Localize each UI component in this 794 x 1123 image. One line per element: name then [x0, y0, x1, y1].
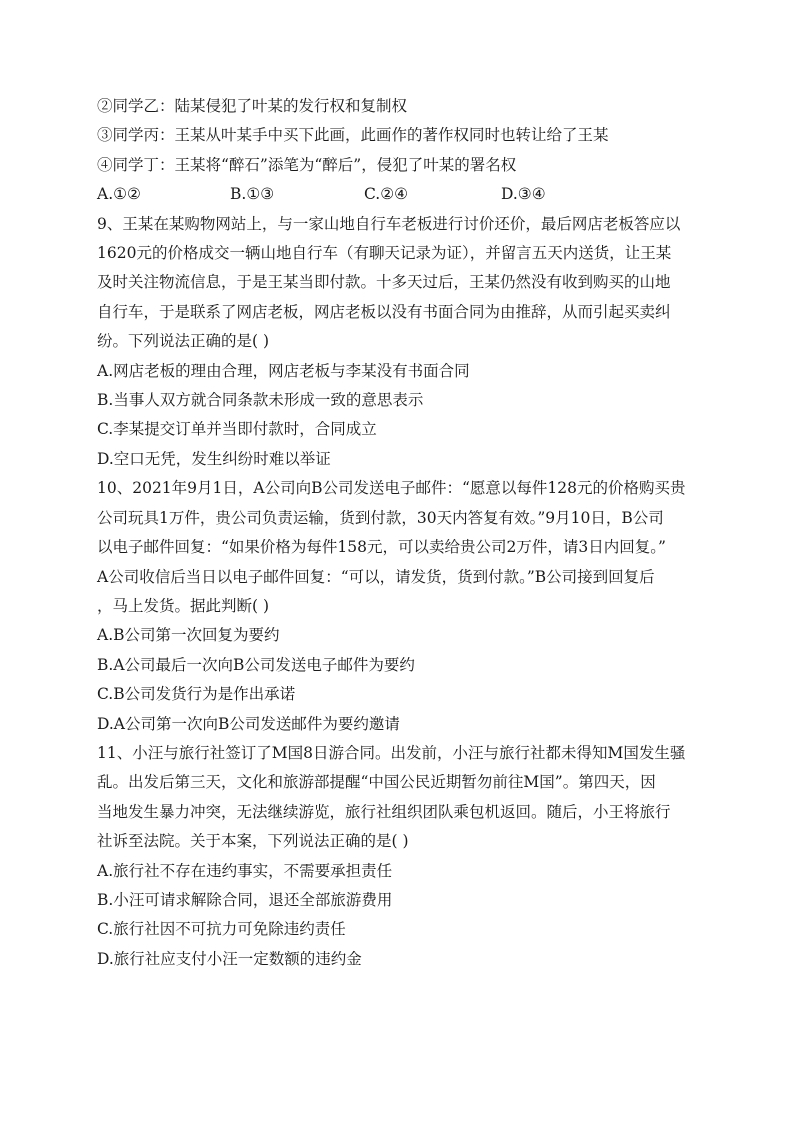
q8-option-b: B.①③ — [230, 185, 275, 204]
q10-stem-line: A公司收信后当日以电子邮件回复：“可以，请发货，货到付款。”B公司接到回复后 — [97, 567, 655, 586]
question-9 — [97, 210, 705, 475]
q10-stem-line: 10、2021年9月1日，A公司向B公司发送电子邮件：“愿意以每件128元的价格购买贵 — [97, 479, 686, 498]
q11-option-b: B.小汪可请求解除合同，退还全部旅游费用 — [97, 890, 393, 909]
q8-option-c: C.②④ — [364, 185, 409, 204]
q11-stem-line: 11、小汪与旅行社签订了M国8日游合同。出发前，小汪与旅行社都未得知M国发生骚 — [97, 743, 686, 762]
q8-statement-4: ④同学丁：王某将“醉石”添笔为“醉后”，侵犯了叶某的署名权 — [97, 155, 517, 174]
q8-statement-2: ②同学乙：陆某侵犯了叶某的发行权和复制权 — [97, 97, 408, 115]
q9-option-b: B.当事人双方就合同条款未形成一致的意思表示 — [97, 391, 424, 410]
q9-stem-line: 1620元的价格成交一辆山地自行车（有聊天记录为证），并留言五天内送货，让王某 — [97, 244, 672, 263]
q10-option-d: D.A公司第一次向B公司发送邮件为要约邀请 — [97, 714, 400, 733]
question-10 — [97, 474, 705, 739]
q10-stem-line: 公司玩具1万件，贵公司负责运输，货到付款，30天内答复有效。”9月10日，B公司 — [97, 508, 664, 527]
q10-option-a: A.B公司第一次回复为要约 — [97, 626, 280, 645]
q11-stem-line: 社诉至法院。关于本案，下列说法正确的是( ) — [97, 832, 409, 851]
q10-stem-line: 以电子邮件回复：“如果价格为每件158元，可以卖给贵公司2万件，请3日内回复。” — [97, 538, 666, 557]
q9-stem-line: 及时关注物流信息，于是王某当即付款。十多天过后，王某仍然没有收到购买的山地 — [97, 273, 671, 292]
q9-option-d: D.空口无凭，发生纠纷时难以举证 — [97, 449, 331, 468]
q8-option-a: A.①② — [97, 185, 141, 204]
q10-stem-line: ，马上发货。据此判断( ) — [97, 596, 270, 615]
q9-option-a: A.网店老板的理由合理，网店老板与李某没有书面合同 — [97, 361, 470, 380]
q11-stem-line: 乱。出发后第三天，文化和旅游部提醒“中国公民近期暂勿前往M国”。第四天，因 — [97, 773, 656, 792]
question-content — [97, 92, 705, 974]
q10-option-c: C.B公司发货行为是作出承诺 — [97, 685, 296, 704]
q8-option-d: D.③④ — [501, 185, 546, 204]
q8-statements — [97, 92, 705, 180]
q9-stem-line: 自行车，于是联系了网店老板，网店老板以没有书面合同为由推辞，从而引起买卖纠 — [97, 302, 671, 321]
q10-option-b: B.A公司最后一次向B公司发送电子邮件为要约 — [97, 655, 415, 674]
q11-stem-line: 当地发生暴力冲突，无法继续游览，旅行社组织团队乘包机返回。随后，小王将旅行 — [97, 802, 671, 821]
q8-options — [97, 180, 705, 209]
q11-option-c: C.旅行社因不可抗力可免除违约责任 — [97, 920, 346, 939]
q11-option-a: A.旅行社不存在违约事实，不需要承担责任 — [97, 861, 393, 880]
q8-statement-3: ③同学丙：王某从叶某手中买下此画，此画作的著作权同时也转让给了王某 — [97, 126, 609, 145]
question-11 — [97, 739, 705, 974]
q9-stem-line: 纷。下列说法正确的是( ) — [97, 332, 270, 351]
q11-option-d: D.旅行社应支付小汪一定数额的违约金 — [97, 949, 362, 968]
q9-option-c: C.李某提交订单并当即付款时，合同成立 — [97, 420, 377, 439]
q9-stem-line: 9、王某在某购物网站上，与一家山地自行车老板进行讨价还价，最后网店老板答应以 — [97, 214, 681, 233]
